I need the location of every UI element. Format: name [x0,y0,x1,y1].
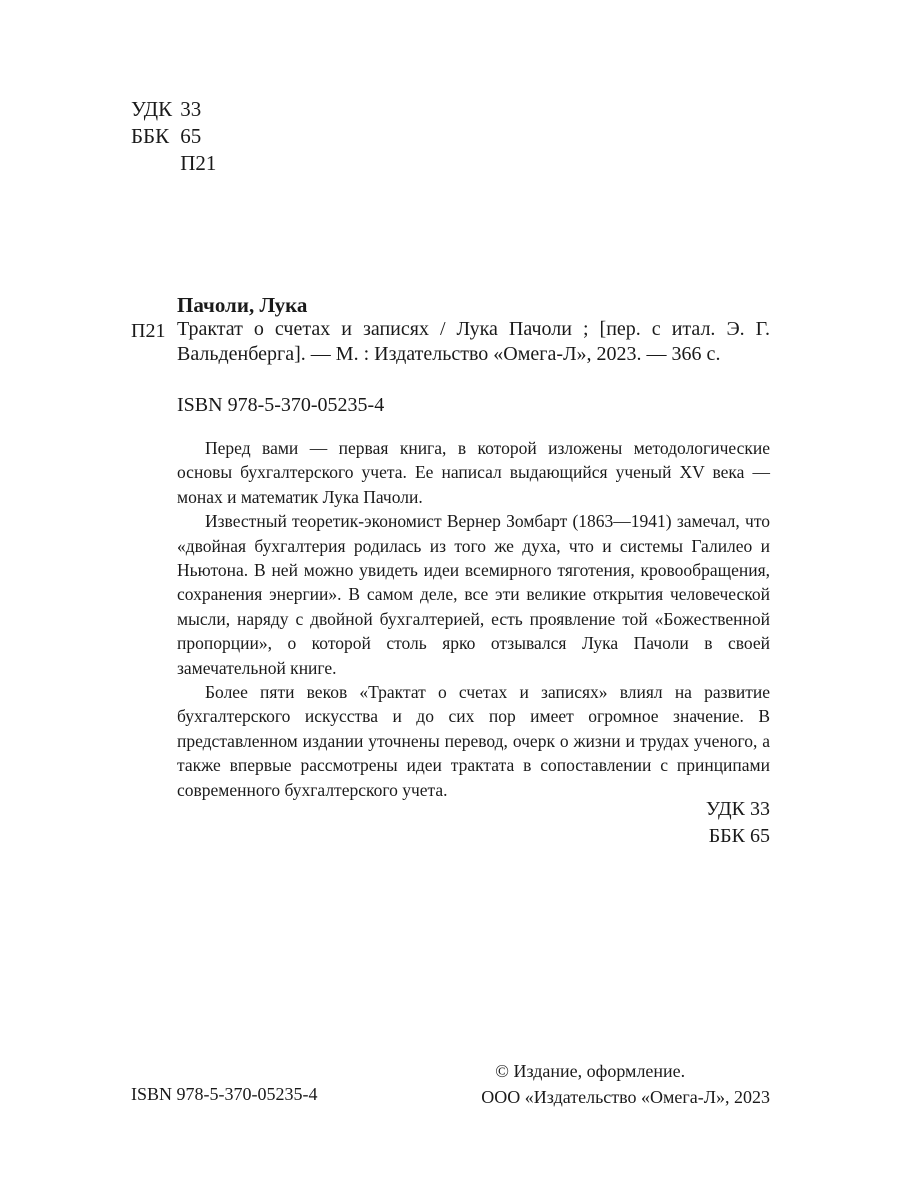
annotation-paragraph: Известный теоретик-экономист Вернер Зомбарт (1863—1941) замечал, что «двойная бухгалтерия родилась из того же духа, что и системы Галилео и Ньютона. В ней можно увидеть идеи всемирного тяготения, кровообращения, сохранения энергии». В самом деле, все эти великие открытия человеческой мысли, наряду с двойной бухгалтерией, есть проявление той «Божественной пропорции», о которой столь ярко отзывался Лука Пачоли в своей замечательной книге. [177,511,770,678]
catalog-code: П21 [131,320,166,342]
bbk-value: 65 [180,124,202,148]
udk-value: 33 [180,97,202,121]
footer-classification-codes [706,796,770,850]
copyright-notice [481,1058,770,1110]
bbk-row [131,123,216,150]
bibliographic-description: Трактат о счетах и записях / Лука Пачоли ; [пер. с итал. Э. Г. Вальденберга]. — М. : Издательство «Омега-Л», 2023. — 366 с. [177,318,770,365]
annotation [177,436,770,802]
isbn-record: ISBN 978-5-370-05235-4 [177,394,385,416]
footer-bbk: ББК 65 [708,825,770,847]
author-sign: П21 [180,151,217,175]
footer-udk: УДК 33 [705,798,770,820]
udk-label: УДК [131,97,173,121]
classification-codes [131,96,216,177]
copyright-line-1: © Издание, оформление. [495,1061,686,1081]
bbk-label: ББК [131,124,170,148]
author-sign-row [131,150,216,177]
annotation-paragraph: Более пяти веков «Трактат о счетах и записях» влиял на развитие бухгалтерского искусства и до сих пор имеет огромное значение. В представленном издании уточнены перевод, очерк о жизни и трудах ученого, а также впервые рассмотрены идеи трактата в сопоставлении с принципами современного бухгалтерского учета. [177,682,770,800]
author-heading: Пачоли, Лука [177,293,308,317]
copyright-line-2: ООО «Издательство «Омега-Л», 2023 [481,1087,770,1107]
isbn-imprint: ISBN 978-5-370-05235-4 [131,1084,318,1104]
udk-row [131,96,216,123]
annotation-paragraph: Перед вами — первая книга, в которой изложены методологические основы бухгалтерского учета. Ее написал выдающийся ученый XV века — монах и математик Лука Пачоли. [177,438,770,507]
